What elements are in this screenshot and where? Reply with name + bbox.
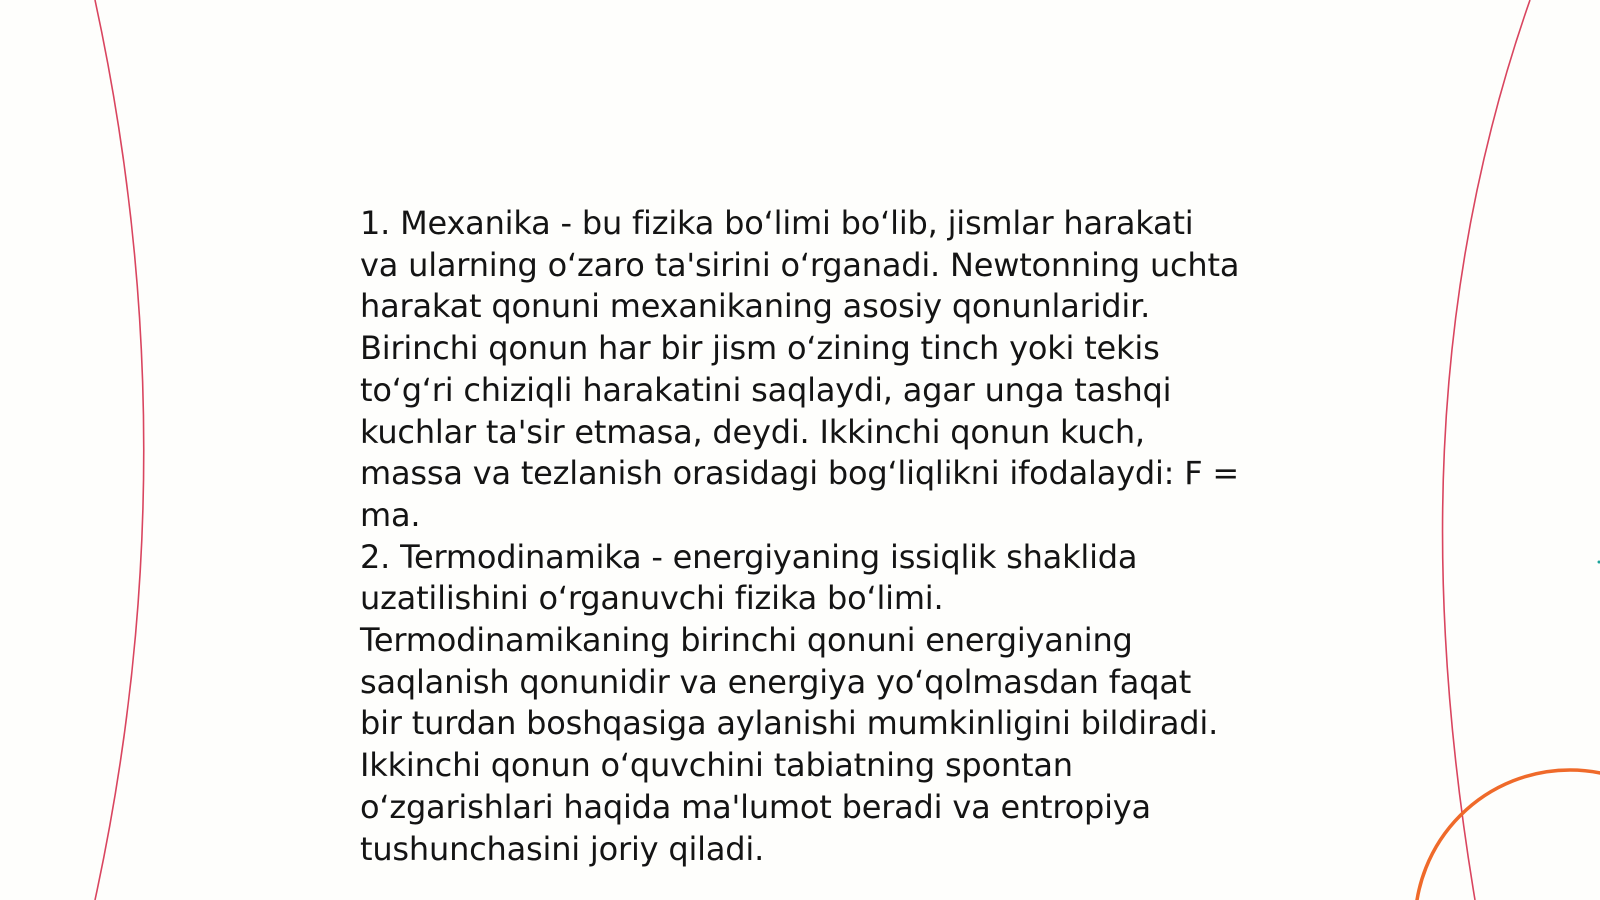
bottom-right-arc xyxy=(1415,770,1600,900)
right-curve-line xyxy=(1443,0,1530,900)
body-text xyxy=(360,203,1240,870)
paragraph-mechanics: 1. Mexanika - bu fizika bo‘limi bo‘lib, jismlar harakati va ularning o‘zaro ta'sirini o‘rganadi. Newtonning uchta harakat qonuni mexanikaning asosiy qonunlaridir. Birinchi qonun har bir jism o‘zining tinch yoki tekis to‘g‘ri chiziqli harakatini saqlaydi, agar unga tashqi kuchlar ta'sir etmasa, deydi. Ikkinchi qonun kuch, massa va tezlanish orasidagi bog‘liqlikni ifodalaydi: F = ma. xyxy=(360,204,1240,534)
paragraph-thermodynamics: 2. Termodinamika - energiyaning issiqlik shaklida uzatilishini o‘rganuvchi fizika bo‘limi. Termodinamikaning birinchi qonuni energiyaning saqlanish qonunidir va energiya yo‘qolmasdan faqat bir turdan boshqasiga aylanishi mumkinligini bildiradi. Ikkinchi qonun o‘quvchini tabiatning spontan o‘zgarishlari haqida ma'lumot beradi va entropiya tushunchasini joriy qiladi. xyxy=(360,537,1219,868)
left-curve-line xyxy=(95,0,144,900)
